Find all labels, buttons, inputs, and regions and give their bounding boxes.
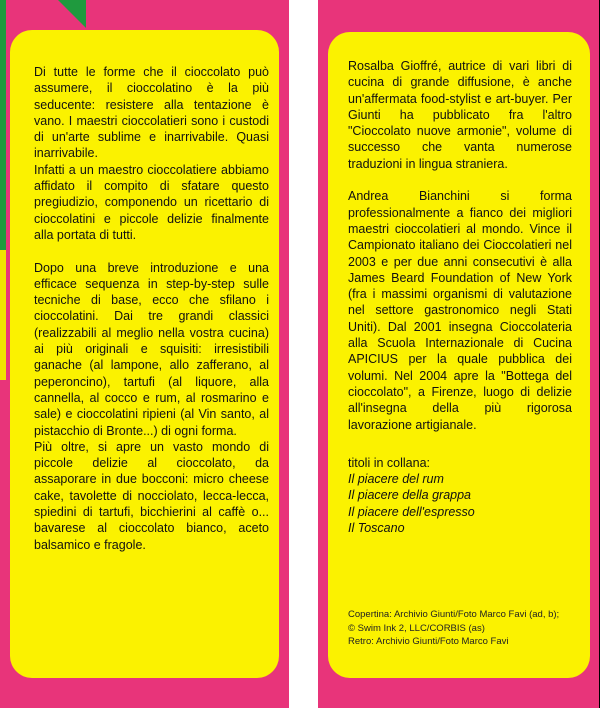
left-paragraph-3: Dopo una breve introduzione e una efficace sequenza in step-by-step sulle tecniche di base, ecco che sfilano i cioccolatini. Dai tre grandi classici (realizzabili al meglio nella vostra cucina) ai più originali e squisiti: irresistibili ganache (al lampone, allo zafferano, al peperoncino), tartufi (al liquore, alla cannella, al cocco e rum, al rosmarino e sale) e cioccolatini ripieni (al Vin santo, al pistacchio di Bronte...) di ogni forma. (34, 260, 269, 438)
left-text-panel (10, 30, 279, 678)
series-heading: titoli in collana: (348, 455, 430, 470)
left-flap (0, 0, 289, 708)
photo-credits (348, 608, 582, 649)
left-paragraph-2: Infatti a un maestro cioccolatiere abbiamo affidato il compito di sfatare questo pregiudizio, componendo un ricettario di cioccolatini e piccole delizie finalmente alla portata di tutti. (34, 162, 269, 242)
series-title-2: Il piacere della grappa (348, 488, 471, 503)
credit-line-3: Retro: Archivio Giunti/Foto Marco Favi (348, 636, 509, 647)
green-edge-stripe (0, 0, 6, 250)
author-bio-gioffre: Rosalba Gioffré, autrice di vari libri di cucina di grande diffusione, è anche un'affermata food-stylist e art-buyer. Per Giunti ha pubblicato fra l'altro "Cioccolato nuove armonie", volume di successo che vanta numerose traduzioni in lingua straniera. (348, 59, 572, 171)
series-title-1: Il piacere del rum (348, 472, 444, 487)
credit-line-1: Copertina: Archivio Giunti/Foto Marco Favi (ad, b); (348, 609, 560, 620)
series-title-4: Il Toscano (348, 521, 405, 536)
right-text-panel (328, 32, 590, 678)
left-paragraph-4: Più oltre, si apre un vasto mondo di piccole delizie al cioccolato, da assaporare in due bocconi: micro cheese cake, tavolette di nocciolato, lecca-lecca, spiedini di tartufi, bicchierini al caffè o... bavarese al cioccolato bianco, aceto balsamico e fragole. (34, 439, 269, 552)
left-paragraph-1: Di tutte le forme che il cioccolato può assumere, il cioccolatino è la più seducente: resistere alla tentazione è vano. I maestri cioccolatieri sono i custodi di un'arte sublime e inarrivabile. Quasi inarrivabile. (34, 65, 269, 161)
author-bio-bianchini: Andrea Bianchini si forma professionalmente a fianco dei migliori maestri cioccolatieri al mondo. Vince il Campionato italiano dei Cioccolatieri nel 2003 e per due anni consecutivi è alla James Beard Foundation of New York (fra i massimi organismi di valutazione nel settore gastronomico negli Stati Uniti). Dal 2001 insegna Cioccolateria alla Scuola Internazionale di Cucina APICIUS per la quale pubblica dei volumi. Nel 2004 apre la "Bottega del cioccolato", a Firenze, luogo di delizie all'insegna della più rigorosa lavorazione artigianale. (348, 189, 572, 432)
yellow-edge-stripe (0, 250, 6, 380)
right-flap-text (348, 58, 572, 536)
green-corner-triangle (58, 0, 86, 28)
credit-line-2: © Swim Ink 2, LLC/CORBIS (as) (348, 622, 485, 634)
left-flap-text (34, 64, 269, 553)
series-title-3: Il piacere dell'espresso (348, 504, 475, 519)
right-flap (318, 0, 600, 708)
